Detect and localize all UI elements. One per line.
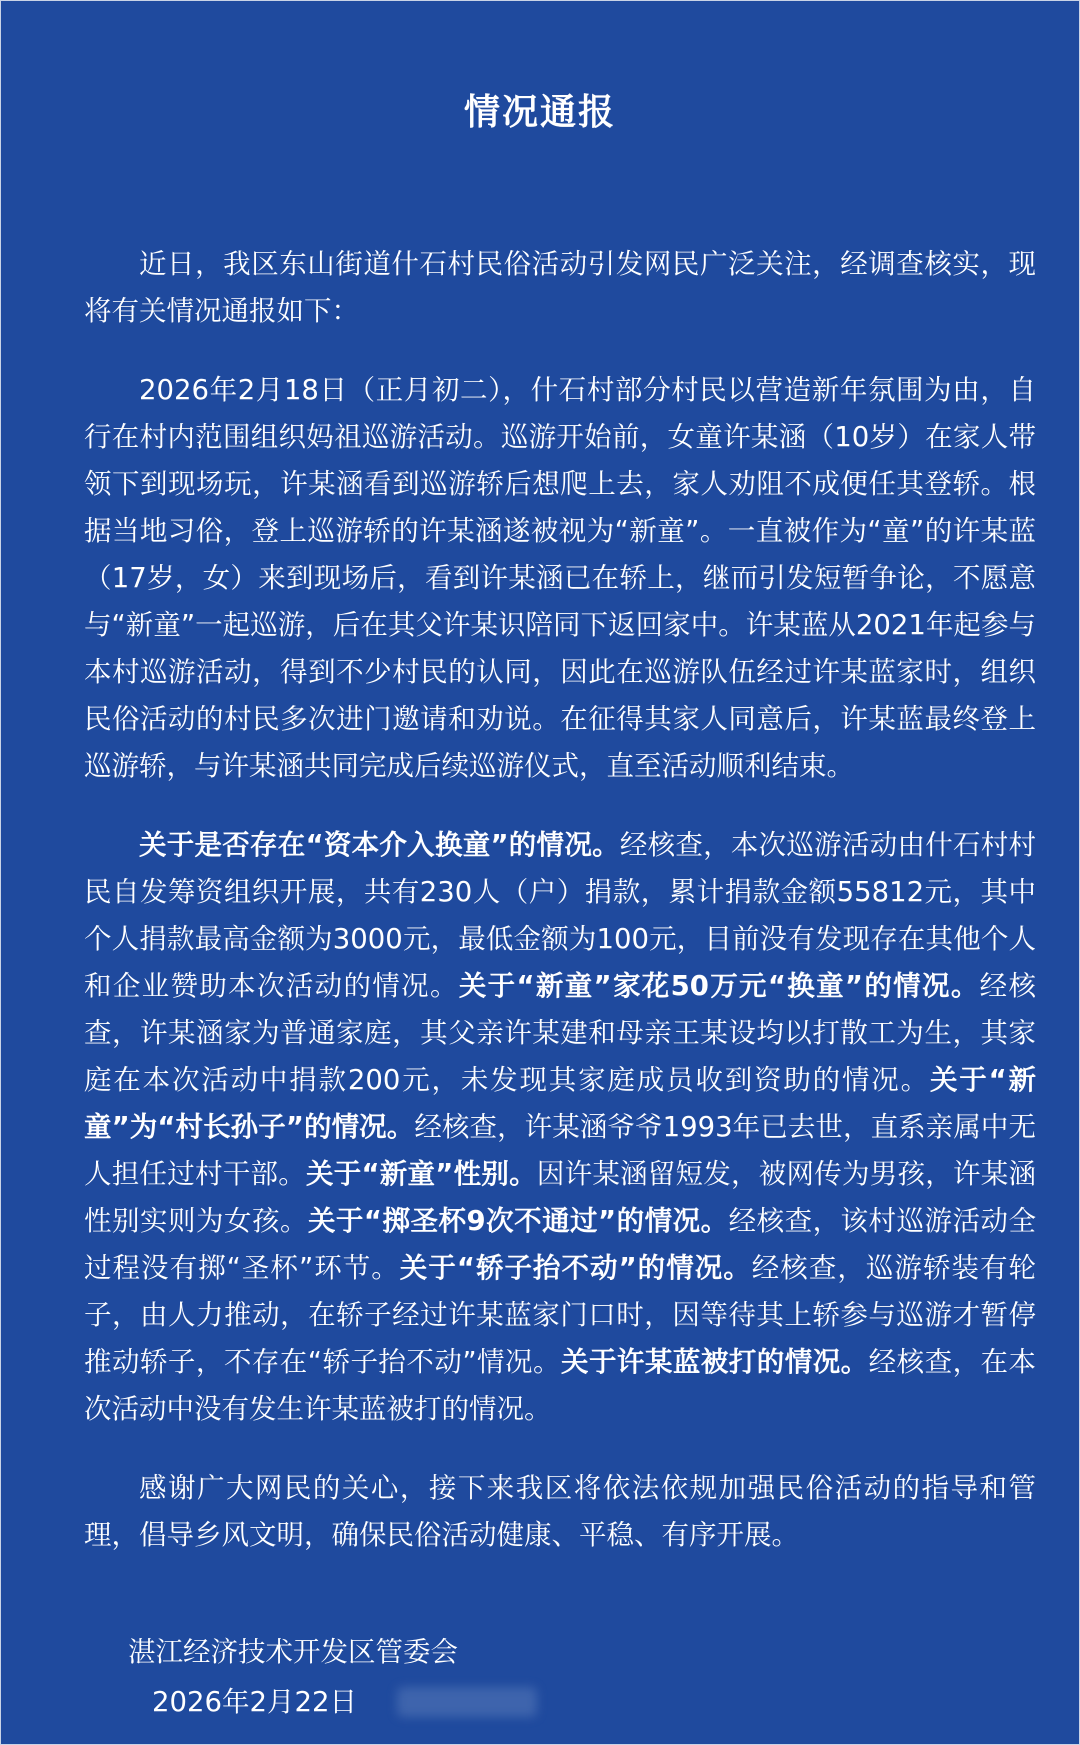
paragraph-text: 2026年2月18日（正月初二），什石村部分村民以营造新年氛围为由，自行在村内范围组织妈祖巡游活动。巡游开始前，女童许某涵（10岁）在家人带领下到现场玩，许某涵看到巡游轿后想爬上去，家人劝阻不成便任其登轿。根据当地习俗，登上巡游轿的许某涵遂被视为“新童”。一直被作为“童”的许某蓝（17岁，女）来到现场后，看到许某涵已在轿上，继而引发短暂争论，不愿意与“新童”一起巡游，后在其父许某识陪同下返回家中。许某蓝从2021年起参与本村巡游活动，得到不少村民的认同，因此在巡游队伍经过许某蓝家时，组织民俗活动的村民多次进门邀请和劝说。在征得其家人同意后，许某蓝最终登上巡游轿，与许某涵共同完成后续巡游仪式，直至活动顺利结束。: [84, 374, 1036, 782]
bold-heading-text: 关于“掷圣杯9次不通过”的情况。: [307, 1205, 729, 1237]
bold-heading-text: 关于“新童”为“村长孙子”的情况。: [84, 1064, 1036, 1143]
paragraph: [84, 1465, 1036, 1559]
page-title: 情况通报: [463, 92, 616, 133]
blurred-watermark: [397, 1687, 537, 1717]
paragraph-text: 感谢广大网民的关心，接下来我区将依法依规加强民俗活动的指导和管理，倡导乡风文明，确保民俗活动健康、平稳、有序开展。: [84, 1472, 1036, 1551]
issue-date: 2026年2月22日: [152, 1686, 357, 1718]
paragraph-text: 经核查，许某涵爷爷1993年已去世，直系亲属中无人担任过村干部。: [84, 1111, 1036, 1190]
paragraph-text: 经核查，巡游轿装有轮子，由人力推动，在轿子经过许某蓝家门口时，因等待其上轿参与巡游才暂停推动轿子，不存在“轿子抬不动”情况。: [84, 1252, 1037, 1378]
paragraph-text: 近日，我区东山街道什石村民俗活动引发网民广泛关注，经调查核实，现将有关情况通报如下：: [84, 248, 1036, 327]
paragraph-text: 经核查，在本次活动中没有发生许某蓝被打的情况。: [84, 1346, 1037, 1425]
paragraph-text: 经核查，该村巡游活动全过程没有掷“圣杯”环节。: [84, 1205, 1037, 1284]
bold-heading-text: 关于“新童”性别。: [305, 1158, 537, 1190]
paragraph: [84, 822, 1036, 1433]
document-body: [84, 241, 1036, 1559]
bold-heading-text: 关于“新童”家花50万元“换童”的情况。: [458, 970, 980, 1002]
paragraph-text: 经核查，许某涵家为普通家庭，其父亲许某建和母亲王某设均以打散工为生，其家庭在本次活动中捐款200元，未发现其家庭成员收到资助的情况。: [84, 970, 1037, 1096]
bold-heading-text: 关于是否存在“资本介入换童”的情况。: [139, 829, 620, 861]
paragraph-text: 因许某涵留短发，被网传为男孩，许某涵性别实则为女孩。: [84, 1158, 1036, 1237]
bold-heading-text: 关于许某蓝被打的情况。: [560, 1346, 869, 1378]
issuer-signature: 湛江经济技术开发区管委会: [128, 1636, 458, 1668]
paragraph-text: 经核查，本次巡游活动由什石村村民自发筹资组织开展，共有230人（户）捐款，累计捐款金额55812元，其中个人捐款最高金额为3000元，最低金额为100元，目前没有发现存在其他个人和企业赞助本次活动的情况。: [84, 829, 1036, 1002]
bold-heading-text: 关于“轿子抬不动”的情况。: [399, 1252, 752, 1284]
paragraph: [84, 241, 1036, 335]
paragraph: [84, 367, 1036, 790]
date-row: [152, 1679, 1080, 1745]
